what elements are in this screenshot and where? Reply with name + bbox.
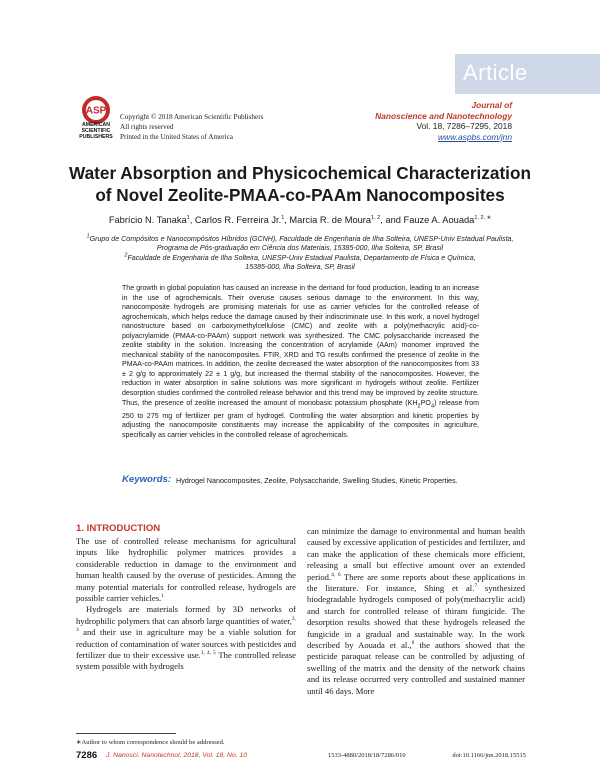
journal-volume: Vol. 18, 7286–7295, 2018 bbox=[416, 121, 512, 131]
article-type-label: Article bbox=[463, 60, 528, 85]
page-footer bbox=[76, 751, 526, 763]
author-name: Fabrício N. Tanaka bbox=[108, 215, 187, 225]
affiliation-1: $^1$Grupo de Compósitos e Nanocompósitos Híbridos (GCNH), Faculdade de Engenharia de Ilha Solteira, UNESP-Univ Estadual Paulista, Programa de Pós-graduação em Ciência dos Materiais, 15385-000, Ilha Solteira, SP, Brasil bbox=[86, 233, 514, 253]
footnote-divider bbox=[76, 733, 176, 734]
page-number: 7286 bbox=[76, 750, 98, 761]
article-type-tab bbox=[455, 54, 600, 94]
footnote: ∗Author to whom correspondence should be addressed. bbox=[76, 739, 225, 746]
author-name: Marcia R. de Moura bbox=[289, 215, 372, 225]
journal-name-line: Journal of bbox=[471, 100, 512, 110]
keywords-label: Keywords: bbox=[122, 474, 172, 485]
author-name: Fauze A. Aouada bbox=[403, 215, 475, 225]
paragraph: Hydrogels are materials formed by 3D networks of hydrophilic polymers that can absorb large quantities of water,$^{2, 3}$ and their use in agriculture may be a viable solution for reduction of contamination of water sources with pesticides and fertilizer due to their excessive use.$^{1, 4, 5}$ The controlled release system possible with hydrogels bbox=[76, 604, 297, 672]
author-name: Carlos R. Ferreira Jr. bbox=[194, 215, 282, 225]
paragraph: The use of controlled release mechanisms for agricultural inputs like hydrophilic polymer matrices provides a considerable reduction in damage to the environment and human health caused by the overuse of pesticides. Among the many potential materials for controlled release, hydrogels are possible carrier vehicles.$^1$ bbox=[76, 536, 296, 604]
footer-issn: 1533-4880/2018/18/7286/010 bbox=[328, 752, 406, 759]
journal-info bbox=[375, 100, 512, 142]
abstract: The growth in global population has caused an increase in the demand for food production, leading to an increase in the use of agrochemicals. Their overuse causes serious damage to the environment. In this way, nanocomposite hydrogels are promising materials for use as carrier vehicles for the controlled release of agrochemicals, which helps reduce the damage caused by their indiscriminate use. In this work, a novel hydrogel nanostructure based on carboxymethylcellulose (CMC) and zeolite with a poly(methacrylic acid)-co-polyacrylamide (PMAA-co-PAAm) support network was synthesized. The CMC polysaccharide increased the zeolite stability in the solution. Increasing the concentration of acrylamide (AAm) monomer improved the mechanical stability of the nanocomposites. FTIR, XRD and TG results confirmed the presence of zeolite in the PMAA-co-PAAm matrices. In addition, the zeolite decreased the water absorption of the nanocomposites from 33 ± 2 g/g to approximately 22 ± 1 g/g, but increased the thermal stability of the nanocomposites. However, the reduction in water absorption in saline solutions was more significant in hydrogels without zeolite. Fertilizer desorption studies confirmed the controlled release behavior and this trend may be improved by zeolite structure. Thus, the presence of zeolite increased the amount of monobasic potassium phosphate $(KH_2PO_4)$ release from 250 to 275 mg of fertilizer per gram of hydrogel. Controlling the water absorption and kinetic properties by adjusting the nanocomposite constituents may increase the applicability of the composites in agriculture, specifically as carrier vehicles in the controlled release of agrochemicals. bbox=[122, 285, 479, 439]
publisher-logo-text: AMERICAN SCIENTIFIC PUBLISHERS bbox=[79, 122, 113, 140]
logo-mark: ASP bbox=[85, 105, 107, 117]
affiliation-2: $^2$Faculdade de Engenharia de Ilha Solteira, UNESP-Univ Estadual Paulista, Departamento de Física e Química, 15385-000, Ilha Solteira, SP, Brasil bbox=[124, 252, 476, 272]
paragraph: can minimize the damage to environmental and human health caused by excessive application of pesticides and fertilizer, and can make the application of these chemicals more efficient, releasing a small but effective amount over an extended period.$^{4, 6}$ There are some reports about these applications in the literature. For instance, Shing et al.$^7$ synthesized biodegradable hydrogels composed of poly(methacrylic acid) and starch for controlled release of thiram fungicide. The desorption results showed that these hydrogels released the fungicide in a gradual and sustainable way. In the work described by Aouada et al.,$^8$ the authors showed that the pesticide paraquat release can be controlled by adjusting of swelling of the matrix and the density of the network chains and its release occurred very controlled and sustained manner until 46 days. More bbox=[307, 526, 525, 696]
paper-title: Water Absorption and Physicochemical Characterization of Novel Zeolite-PMAA-co-PAAm Nanocomposites bbox=[69, 163, 531, 205]
left-column bbox=[76, 536, 296, 673]
right-column bbox=[307, 526, 525, 697]
footer-journal: J. Nanosci. Nanotechnol. 2018, Vol. 18, No. 10 bbox=[106, 752, 248, 759]
author-list: Fabrício N. Tanaka$^1$, Carlos R. Ferreira Jr.$^1$, Marcia R. de Moura$^{1, 2}$, and Fauze A. Aouada$^{1, 2, ∗}$ bbox=[108, 214, 492, 225]
section-heading: 1. INTRODUCTION bbox=[76, 523, 161, 534]
copyright-notice: Copyright © 2018 American Scientific Publishers All rights reserved Printed in the United States of America bbox=[120, 113, 264, 141]
journal-name-line: Nanoscience and Nanotechnology bbox=[375, 110, 512, 121]
keywords-text: Hydrogel Nanocomposites, Zeolite, Polysaccharide, Swelling Studies, Kinetic Properties. bbox=[176, 476, 458, 485]
footer-doi: doi:10.1166/jnn.2018.15515 bbox=[452, 752, 526, 759]
journal-url-link[interactable]: www.aspbs.com/jnn bbox=[437, 131, 512, 142]
